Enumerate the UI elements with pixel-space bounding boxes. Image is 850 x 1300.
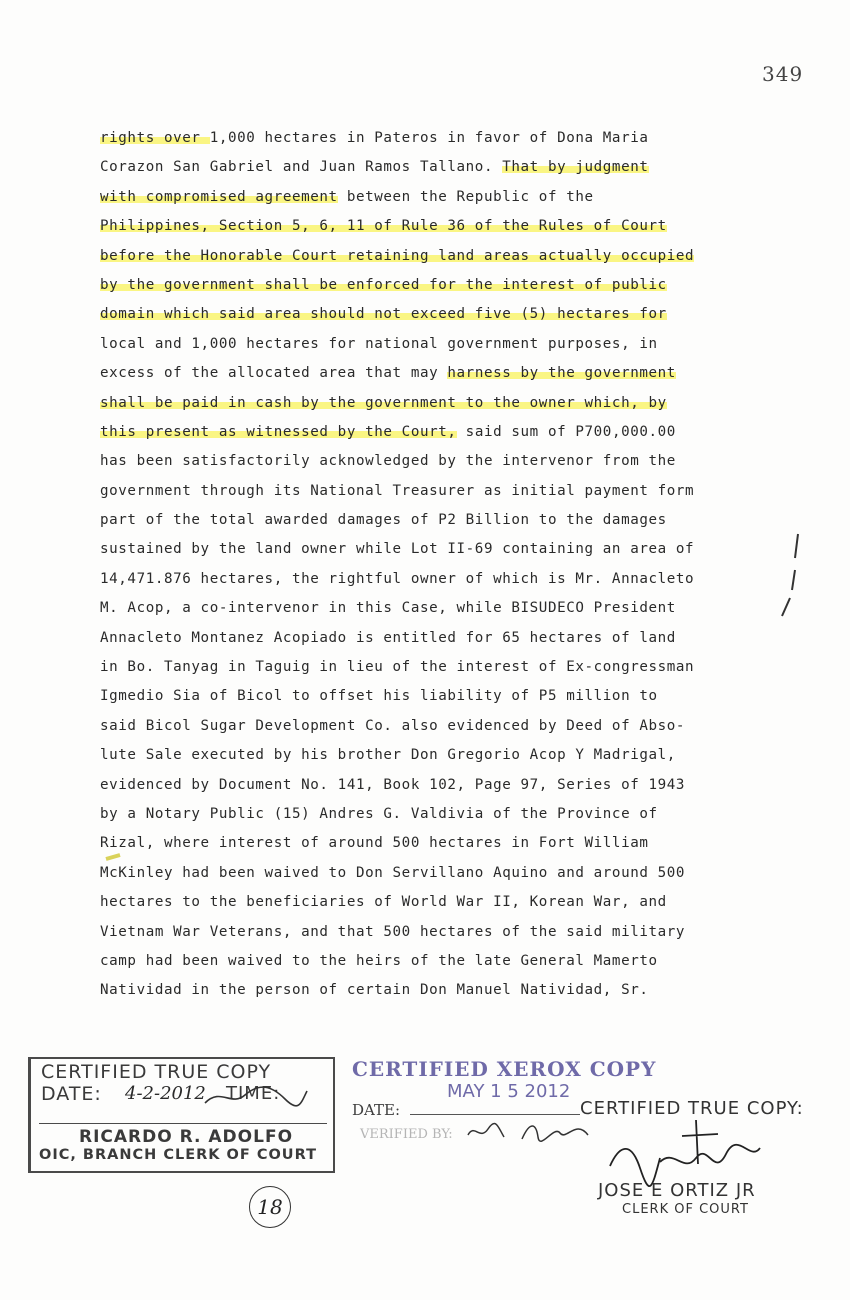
text-line bbox=[100, 300, 790, 329]
plain-text: hectares to the beneficiaries of World War II, Korean War, and bbox=[100, 894, 667, 911]
text-line bbox=[100, 477, 790, 506]
plain-text: has been satisfactorily acknowledged by the intervenor from the bbox=[100, 453, 676, 470]
plain-text: evidenced by Document No. 141, Book 102, Page 97, Series of 1943 bbox=[100, 776, 686, 793]
stamp-officer-name: RICARDO R. ADOLFO bbox=[79, 1127, 294, 1147]
stamp-title: CERTIFIED TRUE COPY bbox=[41, 1061, 272, 1083]
highlighted-text: before the Honorable Court retaining land areas actually occupied bbox=[100, 247, 695, 264]
text-line bbox=[100, 682, 790, 711]
plain-text: said Bicol Sugar Development Co. also evidenced by Deed of Abso- bbox=[100, 717, 686, 734]
plain-text: McKinley had been waived to Don Servillano Aquino and around 500 bbox=[100, 864, 686, 881]
highlighted-text: Philippines, Section 5, 6, 11 of Rule 36 of the Rules of Court bbox=[100, 218, 667, 235]
text-line bbox=[100, 271, 790, 300]
highlighted-text: with compromised agreement bbox=[100, 188, 338, 205]
plain-text: Igmedio Sia of Bicol to offset his liability of P5 million to bbox=[100, 688, 658, 705]
text-line bbox=[100, 565, 790, 594]
plain-text: Corazon San Gabriel and Juan Ramos Tallano. bbox=[100, 159, 503, 176]
highlighted-text: harness by the government bbox=[447, 365, 676, 382]
text-line bbox=[100, 212, 790, 241]
text-line bbox=[100, 418, 790, 447]
plain-text: local and 1,000 hectares for national government purposes, in bbox=[100, 335, 658, 352]
text-line bbox=[100, 242, 790, 271]
xerox-stamp-title: CERTIFIED XEROX COPY bbox=[352, 1057, 657, 1081]
handwritten-initials bbox=[201, 1081, 311, 1111]
xerox-stamp-date-label: DATE: bbox=[352, 1101, 401, 1119]
plain-text: said sum of P700,000.00 bbox=[456, 423, 676, 440]
stamp-time-label: TIME: bbox=[226, 1083, 281, 1104]
text-line bbox=[100, 800, 790, 829]
plain-text: between the Republic of the bbox=[337, 188, 594, 205]
text-line bbox=[100, 624, 790, 653]
margin-bracket-mark bbox=[770, 530, 810, 620]
clerk-role: CLERK OF COURT bbox=[622, 1202, 749, 1217]
clerk-stamp-title: CERTIFIED TRUE COPY: bbox=[580, 1098, 804, 1119]
plain-text: Rizal, where interest of around 500 hectares in Fort William bbox=[100, 835, 649, 852]
highlighted-text: That by judgment bbox=[502, 159, 649, 176]
text-line bbox=[100, 506, 790, 535]
text-line bbox=[100, 183, 790, 212]
plain-text: government through its National Treasurer as initial payment form bbox=[100, 482, 695, 499]
plain-text: camp had been waived to the heirs of the late General Mamerto bbox=[100, 952, 658, 969]
plain-text: 1,000 hectares in Pateros in favor of Dona Maria bbox=[209, 130, 649, 146]
highlighted-text: by the government shall be enforced for the interest of public bbox=[100, 276, 667, 293]
circled-page-number: 18 bbox=[249, 1186, 291, 1228]
plain-text: excess of the allocated area that may bbox=[100, 365, 448, 382]
stamp-divider bbox=[39, 1123, 327, 1124]
text-line bbox=[100, 829, 790, 858]
plain-text: sustained by the land owner while Lot II-69 containing an area of bbox=[100, 541, 695, 558]
text-line bbox=[100, 535, 790, 564]
stamp-date-value: 4-2-2012 bbox=[125, 1083, 206, 1104]
handwritten-signature-xerox bbox=[464, 1115, 594, 1147]
text-line bbox=[100, 947, 790, 976]
margin-tick-mark bbox=[104, 849, 124, 863]
plain-text: M. Acop, a co-intervenor in this Case, while BISUDECO President bbox=[100, 600, 676, 617]
text-line bbox=[100, 976, 790, 1005]
stamp-date-label: DATE: bbox=[41, 1083, 102, 1105]
text-line bbox=[100, 359, 790, 388]
highlighted-text: domain which said area should not exceed five (5) hectares for bbox=[100, 306, 667, 323]
plain-text: Vietnam War Veterans, and that 500 hectares of the said military bbox=[100, 923, 686, 940]
text-line bbox=[100, 741, 790, 770]
text-line bbox=[100, 389, 790, 418]
highlighted-text: this present as witnessed by the Court, bbox=[100, 423, 457, 440]
plain-text: by a Notary Public (15) Andres G. Valdivia of the Province of bbox=[100, 805, 658, 822]
text-line bbox=[100, 712, 790, 741]
text-line bbox=[100, 594, 790, 623]
plain-text: Natividad in the person of certain Don Manuel Natividad, Sr. bbox=[100, 982, 649, 999]
text-line bbox=[100, 653, 790, 682]
xerox-stamp-verified-by: VERIFIED BY: bbox=[360, 1127, 453, 1142]
plain-text: lute Sale executed by his brother Don Gregorio Acop Y Madrigal, bbox=[100, 747, 676, 764]
stamp-officer-role: OIC, BRANCH CLERK OF COURT bbox=[39, 1147, 317, 1163]
text-line bbox=[100, 153, 790, 182]
text-line bbox=[100, 918, 790, 947]
clerk-name: JOSE E ORTIZ JR bbox=[598, 1180, 756, 1201]
body-text bbox=[100, 124, 790, 1006]
xerox-stamp-date: MAY 1 5 2012 bbox=[447, 1081, 571, 1102]
text-line bbox=[100, 771, 790, 800]
certified-true-copy-stamp bbox=[28, 1057, 335, 1173]
plain-text: 14,471.876 hectares, the rightful owner of which is Mr. Annacleto bbox=[100, 570, 695, 587]
text-line bbox=[100, 124, 790, 153]
text-line bbox=[100, 888, 790, 917]
text-line bbox=[100, 330, 790, 359]
highlighted-text: shall be paid in cash by the government to the owner which, by bbox=[100, 394, 667, 411]
highlighted-text: rights over bbox=[100, 130, 210, 146]
plain-text: part of the total awarded damages of P2 Billion to the damages bbox=[100, 512, 667, 529]
text-line bbox=[100, 447, 790, 476]
page-number: 349 bbox=[762, 62, 804, 86]
plain-text: in Bo. Tanyag in Taguig in lieu of the interest of Ex-congressman bbox=[100, 659, 695, 676]
plain-text: Annacleto Montanez Acopiado is entitled for 65 hectares of land bbox=[100, 629, 676, 646]
text-line bbox=[100, 859, 790, 888]
